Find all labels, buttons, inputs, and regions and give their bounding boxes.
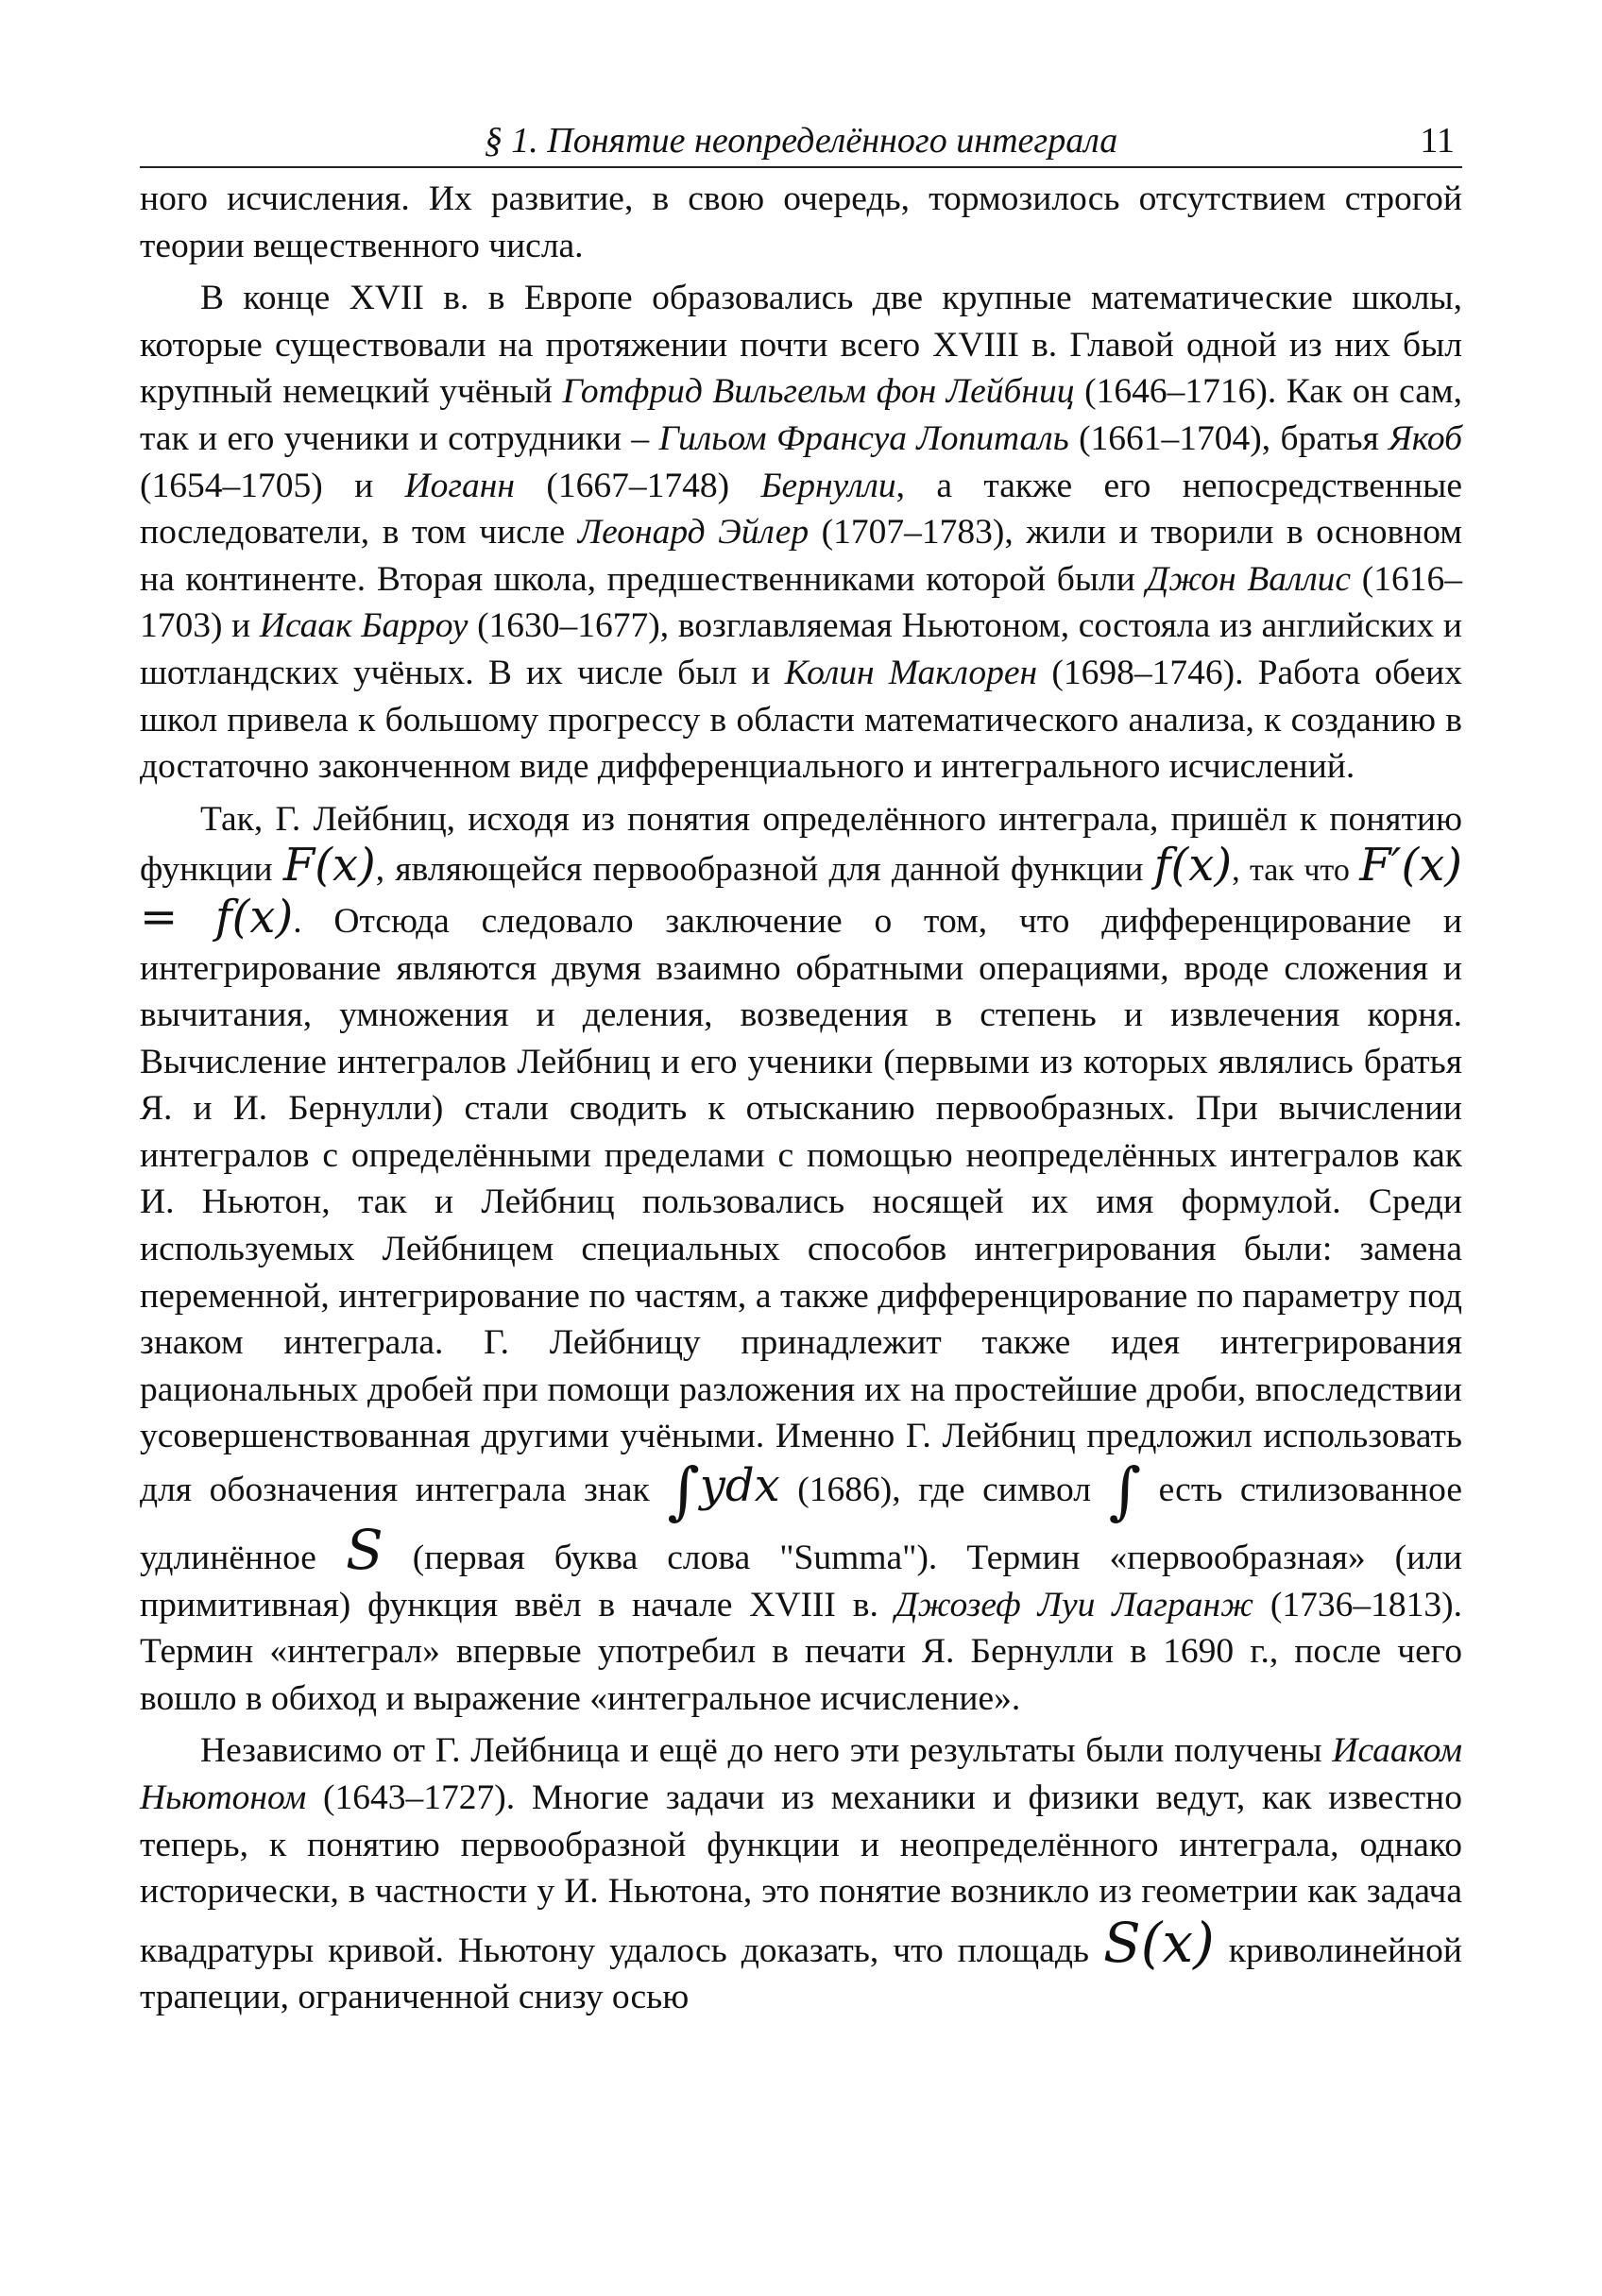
person-name: Исааком Ньютоном — [140, 1731, 1462, 1817]
text-run: . Отсюда следовало заключение о том, что дифференцирование и интегрирование являются двумя взаимно обратными операциями, вроде сложения и вычитания, умножения и деления, возведения в степень и извлечения корня. Вычисление интегралов Лейбниц и его ученики (первыми из которых являлись братья Я. и И. Бернулли) стали сводить к отысканию первообразных. При вычислении интегралов с определёнными пределами с помощью неопределённых интегралов как И. Ньютон, так и Лейбниц пользовались носящей их имя формулой. Среди используемых Лейбницем специальных способов интегрирования были: замена переменной, интегрирование по частям, а также дифференцирование по параметру под знаком интеграла. Г. Лейбницу принадлежит также идея интегрирования рациональных дробей при помощи разложения их на простейшие дроби, впоследствии усовершенствованная другими учёными. Именно Г. Лейбниц предложил использовать для обозначения интеграла знак — [140, 901, 1462, 1510]
person-name: Якоб — [1389, 418, 1463, 458]
text-run: (первая буква слова "Summa"). Термин «первообразная» (или примитивная) функция ввёл в начале XVIII в. — [140, 1539, 1463, 1624]
text-run: (1736–1813). Термин «интеграл» впервые употребил в печати Я. Бернулли в 1690 г., после чего вошло в обиход и выражение «интегральное исчисление». — [140, 1585, 1462, 1718]
paragraph-1 — [140, 176, 1462, 269]
text-run: (1616–1703) и — [140, 559, 1462, 646]
formula-derivative: F′(x) = f(x) — [140, 839, 1462, 944]
paragraph-4 — [140, 1727, 1462, 2021]
person-name: Леонард Эйлер — [577, 513, 810, 553]
text-run: Так, Г. Лейбниц, исходя из понятия определённого интеграла, пришёл к понятию функции — [140, 799, 1462, 890]
text-run: , так что — [1232, 853, 1360, 889]
text-run: (1646–1716). Как он сам, так и его ученики и сотрудники – — [140, 372, 1462, 458]
text-run: В конце XVII в. в Европе образовались две крупные математические школы, которые существовали на протяжении почти всего XVIII в. Главой одной из них был крупный немецкий учёный — [140, 279, 1462, 412]
person-name: Бернулли — [760, 466, 896, 505]
page-number: 11 — [1420, 121, 1455, 161]
person-name: Исаак Барроу — [259, 606, 469, 646]
text-run: , являющейся первообразной для данной функции — [375, 850, 1154, 890]
paragraph-text: ного исчисления. Их развитие, в свою очередь, тормозилось отсутствием строгой теории вещественного числа. — [140, 179, 1462, 265]
section-title: § 1. Понятие неопределённого интеграла — [484, 121, 1118, 161]
person-name: Иоганн — [404, 466, 515, 505]
text-run: , а также его непосредственные последователи, в том числе — [140, 466, 1462, 553]
person-name: Колин Маклорен — [784, 653, 1038, 692]
text-run: Независимо от Г. Лейбница и ещё до него эти результаты были получены — [200, 1731, 1333, 1771]
text-run: есть стилизованное удлинённое — [140, 1471, 1462, 1578]
integral-sign-icon: ∫ — [667, 1454, 700, 1528]
formula-f-of-x: f(x) — [1153, 839, 1233, 893]
text-run: (1686), где символ — [779, 1471, 1109, 1510]
formula-ydx: ydx — [699, 1459, 780, 1513]
text-run: (1707–1783), жили и творили в основном на континенте. Вторая школа, предшественниками которой были — [140, 513, 1462, 599]
text-run: (1654–1705) и — [140, 466, 405, 505]
person-name: Джозеф Луи Лагранж — [895, 1585, 1254, 1624]
integral-sign-icon: ∫ — [1108, 1454, 1141, 1528]
person-name: Готфрид Вильгельм фон Лейбниц — [562, 372, 1075, 412]
formula-S-of-x: S(x) — [1103, 1910, 1215, 1975]
paragraph-3 — [140, 796, 1462, 1723]
text-run: (1661–1704), братья — [1068, 418, 1389, 458]
text-run: (1698–1746). Работа обеих школ привела к большому прогрессу в области математического анализа, к созданию в достаточно законченном виде дифференциального и интегрального исчислений. — [140, 653, 1463, 787]
formula-F-of-x: F(x) — [282, 839, 376, 893]
text-run: (1630–1677), возглавляемая Ньютоном, состояла из английских и шотландских учёных. В их числе был и — [140, 606, 1462, 692]
paragraph-2 — [140, 275, 1462, 791]
person-name: Джон Валлис — [1146, 559, 1352, 599]
person-name: Гильом Франсуа Лопиталь — [658, 418, 1069, 458]
text-run: (1643–1727). Многие задачи из механики и физики ведут, как известно теперь, к понятию первообразной функции и неопределённого интеграла, однако исторически, в частности у И. Ньютона, это понятие возникло из геометрии как задача квадратуры кривой. Ньютону удалось доказать, что площадь — [140, 1778, 1462, 1970]
formula-S: S — [345, 1518, 383, 1583]
text-run: криволинейной трапеции, ограниченной снизу осью — [140, 1930, 1462, 2017]
running-header — [140, 115, 1462, 168]
text-run: (1667–1748) — [514, 466, 761, 505]
body-text — [140, 176, 1462, 2021]
